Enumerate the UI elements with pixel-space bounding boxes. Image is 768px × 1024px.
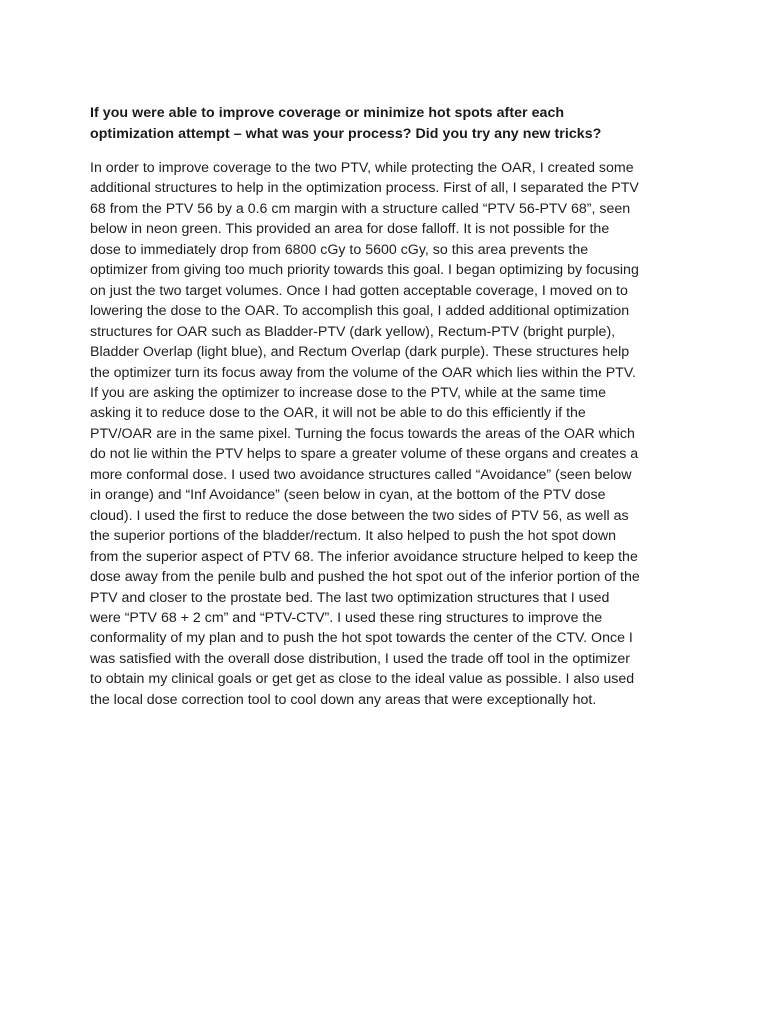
- paragraph-line: structures for OAR such as Bladder-PTV (dark yellow), Rectum-PTV (bright purple),: [90, 323, 616, 340]
- paragraph-line: optimizer from giving too much priority towards this goal. I began optimizing by focusing: [90, 262, 639, 279]
- paragraph-line: the optimizer turn its focus away from the volume of the OAR which lies within the PTV.: [90, 364, 636, 381]
- paragraph-line: lowering the dose to the OAR. To accomplish this goal, I added additional optimization: [90, 303, 630, 320]
- paragraph-line: the local dose correction tool to cool down any areas that were exceptionally hot.: [90, 691, 597, 708]
- paragraph-line: asking it to reduce dose to the OAR, it will not be able to do this efficiently if the: [90, 405, 586, 422]
- paragraph-line: Bladder Overlap (light blue), and Rectum Overlap (dark purple). These structures help: [90, 344, 630, 361]
- paragraph-line: to obtain my clinical goals or get get as close to the ideal value as possible. I also used: [90, 671, 635, 688]
- paragraph-line: cloud). I used the first to reduce the dose between the two sides of PTV 56, as well as: [90, 507, 629, 524]
- paragraph-line: in orange) and “Inf Avoidance” (seen below in cyan, at the bottom of the PTV dose: [90, 487, 606, 504]
- paragraph-line: dose away from the penile bulb and pushed the hot spot out of the inferior portion of the: [90, 569, 640, 586]
- paragraph-line: was satisfied with the overall dose distribution, I used the trade off tool in the optimizer: [90, 650, 630, 667]
- paragraph-line: dose to immediately drop from 6800 cGy to 5600 cGy, so this area prevents the: [90, 241, 589, 258]
- paragraph-line: on just the two target volumes. Once I had gotten acceptable coverage, I moved on to: [90, 282, 628, 299]
- paragraph-line: In order to improve coverage to the two PTV, while protecting the OAR, I created some: [90, 160, 634, 176]
- paragraph-line: additional structures to help in the optimization process. First of all, I separated the PTV: [90, 180, 639, 197]
- paragraph-line: conformality of my plan and to push the hot spot towards the center of the CTV. Once I: [90, 630, 633, 647]
- paragraph-line: PTV/OAR are in the same pixel. Turning the focus towards the areas of the OAR which: [90, 425, 635, 442]
- question-heading: [90, 103, 682, 144]
- paragraph-line: PTV and closer to the prostate bed. The last two optimization structures that I used: [90, 589, 610, 606]
- heading-line: optimization attempt – what was your process? Did you try any new tricks?: [90, 125, 602, 142]
- paragraph-line: from the superior aspect of PTV 68. The inferior avoidance structure helped to keep the: [90, 548, 638, 565]
- document-content: [90, 103, 682, 710]
- heading-line: If you were able to improve coverage or minimize hot spots after each: [90, 105, 565, 121]
- paragraph-line: If you are asking the optimizer to increase dose to the PTV, while at the same time: [90, 384, 607, 401]
- paragraph-line: more conformal dose. I used two avoidance structures called “Avoidance” (seen below: [90, 466, 632, 483]
- paragraph-line: were “PTV 68 + 2 cm” and “PTV-CTV”. I used these ring structures to improve the: [90, 609, 603, 626]
- paragraph-line: do not lie within the PTV helps to spare a greater volume of these organs and creates a: [90, 446, 639, 463]
- answer-paragraph: [90, 158, 682, 710]
- paragraph-line: the superior portions of the bladder/rectum. It also helped to push the hot spot down: [90, 528, 617, 545]
- paragraph-line: below in neon green. This provided an area for dose falloff. It is not possible for the: [90, 221, 610, 238]
- paragraph-line: 68 from the PTV 56 by a 0.6 cm margin with a structure called “PTV 56-PTV 68”, seen: [90, 200, 631, 217]
